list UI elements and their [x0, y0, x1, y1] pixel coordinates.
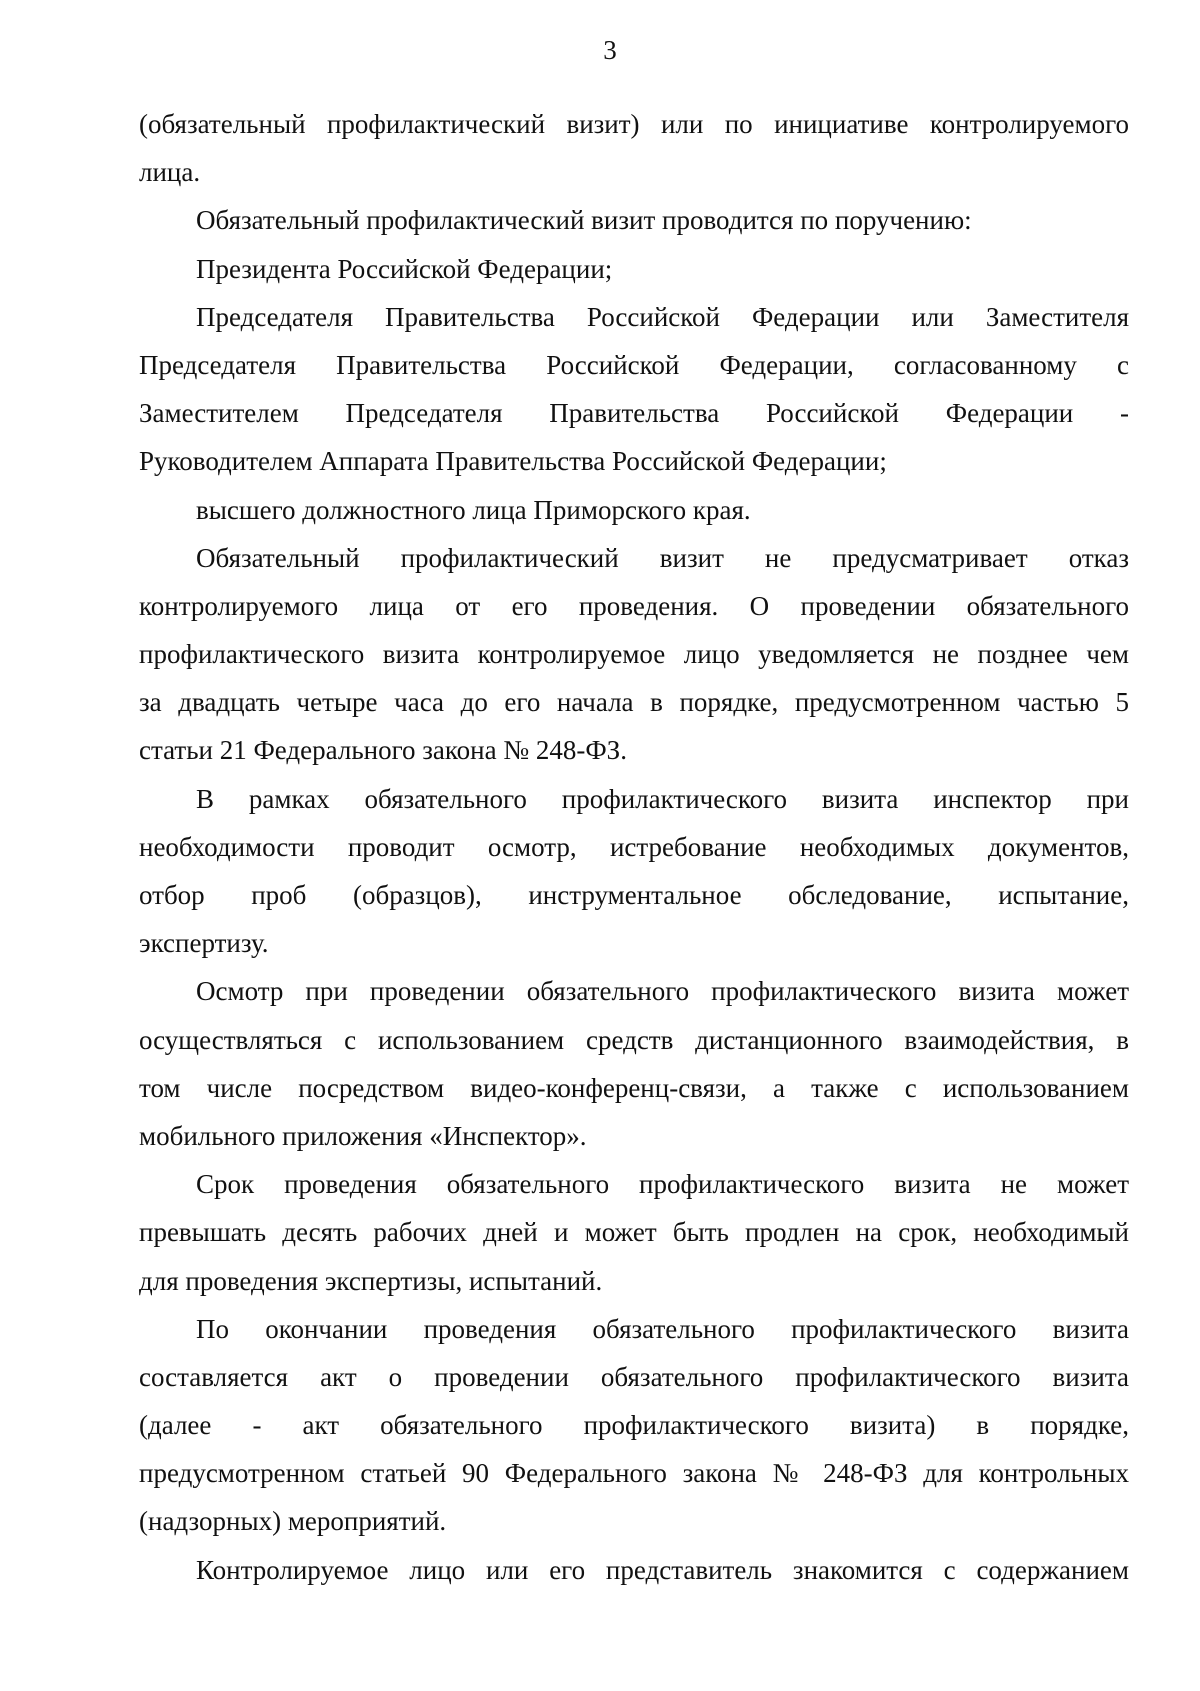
- text-line: Заместителем Председателя Правительства Российской Федерации -: [139, 398, 1129, 429]
- paragraph: [139, 1305, 1129, 1546]
- text-line: (далее - акт обязательного профилактического визита) в порядке,: [139, 1410, 1129, 1441]
- paragraph: [139, 1160, 1129, 1305]
- text-line: Осмотр при проведении обязательного профилактического визита может: [196, 976, 1129, 1007]
- text-line: предусмотренном статьей 90 Федерального закона № 248-ФЗ для контрольных: [139, 1458, 1129, 1489]
- text-line: том числе посредством видео-конференц-связи, а также с использованием: [139, 1072, 1129, 1103]
- text-line: (обязательный профилактический визит) или по инициативе контролируемого: [139, 109, 1129, 139]
- text-line: Контролируемое лицо или его представитель знакомится с содержанием: [196, 1554, 1129, 1585]
- paragraph: [139, 775, 1129, 968]
- text-line: высшего должностного лица Приморского края.: [196, 494, 751, 525]
- text-line: отбор проб (образцов), инструментальное обследование, испытание,: [139, 880, 1129, 910]
- text-line: экспертизу.: [139, 928, 269, 959]
- page-number: 3: [603, 35, 617, 65]
- text-line: осуществляться с использованием средств дистанционного взаимодействия, в: [139, 1024, 1129, 1055]
- text-line: Председателя Правительства Российской Федерации, согласованному с: [139, 349, 1129, 380]
- text-line: профилактического визита контролируемое лицо уведомляется не позднее чем: [139, 639, 1129, 670]
- paragraph: [139, 967, 1129, 1160]
- text-line: Обязательный профилактический визит проводится по поручению:: [196, 205, 972, 236]
- text-line: необходимости проводит осмотр, истребование необходимых документов,: [139, 831, 1129, 862]
- text-line: (надзорных) мероприятий.: [139, 1506, 447, 1537]
- text-line: превышать десять рабочих дней и может быть продлен на срок, необходимый: [139, 1217, 1129, 1248]
- text-line: контролируемого лица от его проведения. О проведении обязательного: [139, 590, 1129, 621]
- text-line: за двадцать четыре часа до его начала в порядке, предусмотренном частью 5: [139, 687, 1129, 718]
- text-line: Руководителем Аппарата Правительства Российской Федерации;: [139, 446, 887, 477]
- text-line: статьи 21 Федерального закона № 248-ФЗ.: [139, 735, 627, 766]
- text-line: для проведения экспертизы, испытаний.: [139, 1265, 603, 1296]
- text-line: В рамках обязательного профилактического визита инспектор при: [196, 783, 1129, 814]
- text-line: Президента Российской Федерации;: [196, 253, 613, 284]
- text-line: мобильного приложения «Инспектор».: [139, 1120, 587, 1151]
- text-line: лица.: [139, 157, 201, 188]
- paragraph: [139, 196, 1129, 244]
- paragraph: [139, 100, 1129, 196]
- text-line: Срок проведения обязательного профилактического визита не может: [196, 1169, 1129, 1200]
- paragraph: [139, 293, 1129, 486]
- paragraph: [139, 245, 1129, 293]
- text-line: составляется акт о проведении обязательного профилактического визита: [139, 1361, 1129, 1392]
- paragraph: [139, 1546, 1129, 1594]
- text-line: По окончании проведения обязательного профилактического визита: [196, 1313, 1129, 1344]
- text-line: Председателя Правительства Российской Федерации или Заместителя: [196, 301, 1129, 332]
- paragraph: [139, 486, 1129, 534]
- document-body: [139, 100, 1129, 1594]
- paragraph: [139, 534, 1129, 775]
- text-line: Обязательный профилактический визит не предусматривает отказ: [196, 542, 1129, 573]
